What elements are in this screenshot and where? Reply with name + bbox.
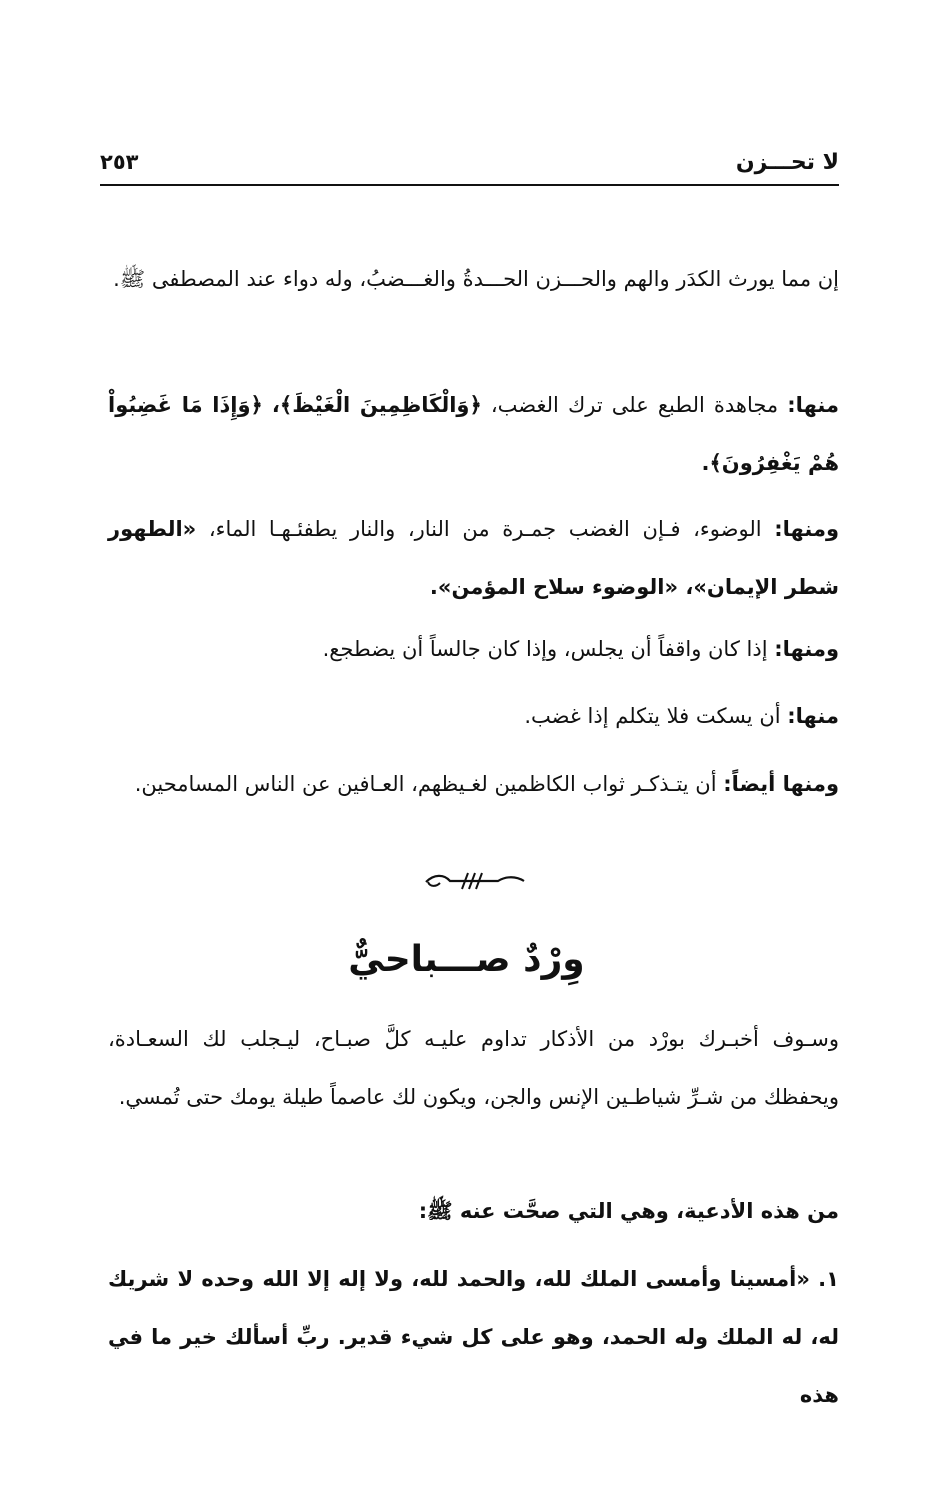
paragraph-text: إذا كان واقفاً أن يجلس، وإذا كان جالساً أن يضطجع. — [322, 637, 768, 661]
paragraph-label: ومنها: — [774, 637, 839, 661]
paragraph-text: أن يسكت فلا يتكلم إذا غضب. — [524, 704, 781, 728]
page-number: ٢٥٣ — [100, 150, 139, 174]
paragraph-remedy-4 — [108, 687, 839, 745]
header-rule — [100, 184, 839, 186]
paragraph-text: إن مما يورث الكدَر والهم والحـــزن الحـــدةُ والغـــضبُ، وله دواء عند المصطفى ﷺ. — [113, 267, 839, 291]
paragraph-label: منها: — [787, 393, 840, 417]
paragraph-remedy-3 — [108, 620, 839, 678]
paragraph-label: ومنها: — [774, 517, 839, 541]
ornament-divider — [420, 870, 530, 892]
paragraph-label: منها: — [787, 704, 839, 728]
paragraph-text: أن يتـذكـر ثواب الكاظمين لغـيظهم، العـافين عن الناس المسامحين. — [134, 772, 717, 796]
paragraph-text: من هذه الأدعية، وهي التي صحَّت عنه ﷺ: — [418, 1199, 839, 1223]
paragraph-label: ومنها أيضاً: — [723, 772, 839, 796]
dua-item-1 — [108, 1250, 839, 1424]
paragraph-intro — [108, 250, 839, 308]
paragraph-remedy-5 — [108, 755, 839, 813]
paragraph-text: ١. «أمسينا وأمسى الملك لله، والحمد لله، ولا إله إلا الله وحده لا شريك له، له الملك وله الحمد، وهو على كل شيء قدير. ربِّ أسألك خير ما في هذه — [108, 1267, 839, 1407]
page-header — [100, 150, 839, 184]
quran-verse: ﴿وَالْكَاظِمِينَ الْغَيْظَ﴾، — [271, 393, 482, 417]
paragraph-text: مجاهدة الطبع على ترك الغضب، — [490, 393, 779, 417]
paragraph-remedy-1 — [108, 376, 839, 492]
paragraph-text: الوضوء، فـإن الغضب جمـرة من النار، والنار يطفئـهـا الماء، — [208, 517, 762, 541]
running-title: لا تحـــزن — [735, 150, 839, 175]
quran-verse: ﴿وَإِذَا مَا غَضِبُواْ هُمْ يَغْفِرُونَ﴾. — [108, 393, 839, 475]
hadith-quote: «الطهور شطر الإيمان»، «الوضوء سلاح المؤمن». — [108, 517, 839, 599]
section-lead — [108, 1182, 839, 1240]
paragraph-remedy-2 — [108, 500, 839, 616]
paragraph-text: وسـوف أخبـرك بورْد من الأذكار تداوم عليـه كلَّ صبـاح، ليـجلب لك السعـادة، ويحفظك من شـرِّ شياطـين الإنس والجن، ويكون لك عاصماً طيلة يومك حتى تُمسي. — [108, 1027, 839, 1109]
section-intro — [108, 1010, 839, 1126]
section-title: وِرْدٌ صـــباحيٌّ — [348, 939, 585, 980]
